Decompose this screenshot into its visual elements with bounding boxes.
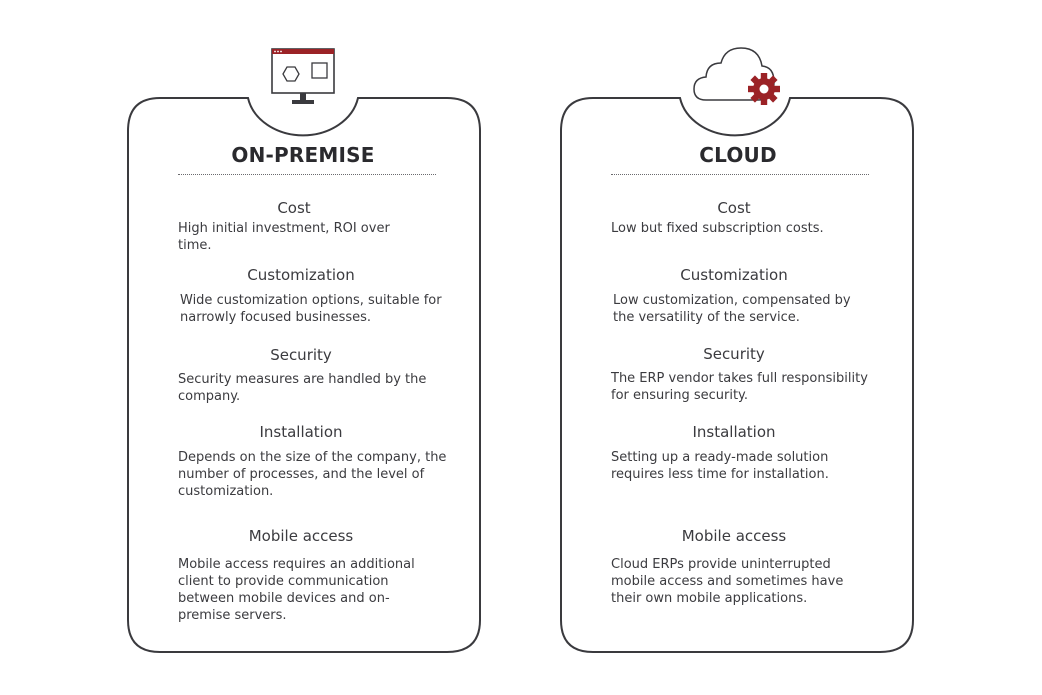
section-text-security: Security measures are handled by the company. bbox=[178, 372, 427, 404]
section-text-customization: Low customization, compensated by the versatility of the service. bbox=[613, 293, 851, 325]
section-heading-customization: Customization bbox=[680, 266, 788, 284]
section-text-cost: High initial investment, ROI over time. bbox=[178, 221, 390, 253]
section-heading-installation: Installation bbox=[259, 423, 343, 441]
card-title: CLOUD bbox=[699, 143, 777, 167]
section-text-security: The ERP vendor takes full responsibility for ensuring security. bbox=[611, 371, 868, 403]
section-text-mobile-access: Mobile access requires an additional client to provide communication between mobile devices and on-premise servers. bbox=[178, 557, 415, 623]
title-divider bbox=[178, 174, 436, 175]
card-title: ON-PREMISE bbox=[231, 143, 375, 167]
section-heading-security: Security bbox=[270, 346, 332, 364]
section-heading-customization: Customization bbox=[247, 266, 355, 284]
section-heading-mobile-access: Mobile access bbox=[681, 527, 787, 545]
section-heading-installation: Installation bbox=[692, 423, 776, 441]
section-text-installation: Depends on the size of the company, the number of processes, and the level of customization. bbox=[178, 450, 447, 499]
section-text-cost: Low but fixed subscription costs. bbox=[611, 221, 824, 236]
cloud-card bbox=[561, 0, 921, 695]
section-text-customization: Wide customization options, suitable for narrowly focused businesses. bbox=[180, 293, 442, 325]
title-divider bbox=[611, 174, 869, 175]
section-heading-security: Security bbox=[703, 345, 765, 363]
section-text-installation: Setting up a ready-made solution requires less time for installation. bbox=[611, 450, 829, 482]
section-heading-cost: Cost bbox=[717, 199, 751, 217]
section-heading-cost: Cost bbox=[277, 199, 311, 217]
on-premise-card bbox=[128, 0, 488, 695]
section-text-mobile-access: Cloud ERPs provide uninterrupted mobile access and sometimes have their own mobile applications. bbox=[611, 557, 844, 606]
section-heading-mobile-access: Mobile access bbox=[248, 527, 354, 545]
